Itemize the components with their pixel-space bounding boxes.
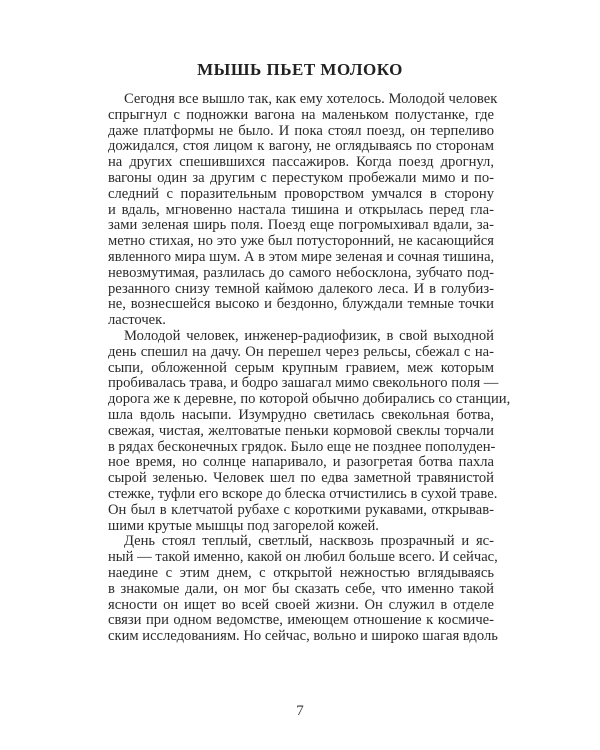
- text-line: дорога же к деревне, по которой обычно добирались со станции,: [108, 391, 511, 408]
- text-line: пробивалась трава, и бодро зашагал мимо свекольного поля —: [108, 375, 499, 392]
- text-line: наедине с этим днем, с открытой нежностью вглядываясь: [108, 564, 494, 581]
- text-line: ное время, но солнце напаривало, и разогретая ботва пахла: [108, 454, 494, 471]
- text-line: Он был в клетчатой рубахе с короткими рукавами, открывав-: [108, 501, 494, 518]
- body-text: [108, 91, 511, 645]
- text-line: даже платформы не было. И пока стоял поезд, он терпеливо: [108, 122, 494, 139]
- text-line: сыпи, обложенной серым крупным гравием, меж которым: [108, 359, 494, 376]
- paragraph: [108, 91, 498, 329]
- page-number: 7: [296, 703, 304, 719]
- text-line: метно стихая, но это уже был потусторонний, не касающийся: [108, 233, 494, 250]
- text-line: ским исследованиям. Но сейчас, вольно и широко шагая вдоль: [108, 628, 498, 645]
- text-line: шла вдоль насыпи. Изумрудно светилась свекольная ботва,: [108, 406, 494, 423]
- text-line: Молодой человек, инженер-радиофизик, в свой выходной: [124, 327, 494, 344]
- text-line: День стоял теплый, светлый, насквозь прозрачный и яс-: [124, 533, 494, 550]
- text-line: явленного мира шум. А в этом мире зеленая и сочная тишина,: [108, 248, 495, 265]
- text-line: невозмутимая, разлилась до самого небосклона, зубчато под-: [108, 264, 494, 281]
- text-line: не, вознесшейся высоко и бездонно, блуждали темные точки: [108, 296, 494, 313]
- text-line: ласточек.: [108, 312, 166, 329]
- text-line: и вдаль, мгновенно настала тишина и открылась перед гла-: [108, 201, 494, 218]
- text-line: связи при одном ведомстве, имеющем отношение к космиче-: [108, 612, 494, 629]
- paragraph: [108, 533, 498, 645]
- text-line: в знакомые дали, он мог бы сказать себе, что именно такой: [108, 580, 494, 597]
- chapter-title: МЫШЬ ПЬЕТ МОЛОКО: [197, 60, 403, 79]
- text-line: стежке, туфли его вскоре до блеска отчистились в сухой траве.: [108, 485, 498, 502]
- text-line: дожидался, стоя лицом к вагону, не оглядываясь по сторонам: [108, 138, 494, 155]
- text-line: ясности он ищет во всей своей жизни. Он служил в отделе: [108, 596, 494, 613]
- text-line: резанного снизу темной каймою далекого леса. И в голубиз-: [108, 280, 494, 297]
- paragraph: [108, 327, 511, 534]
- text-line: ный — такой именно, какой он любил больше всего. И сейчас,: [108, 549, 498, 566]
- text-line: сырой зеленью. Человек шел по едва заметной травянистой: [108, 470, 494, 487]
- text-line: вагоны один за другим с перестуком пробежали мимо и по-: [108, 169, 494, 186]
- text-line: следний с поразительным проворством умчался в сторону: [108, 185, 494, 202]
- text-line: на других спешившихся пассажиров. Когда поезд дрогнул,: [108, 154, 494, 171]
- text-line: день спешил на дачу. Он перешел через рельсы, сбежал с на-: [108, 343, 494, 360]
- text-line: спрыгнул с подножки вагона на маленьком полустанке, где: [108, 106, 494, 123]
- text-line: в рядах бесконечных грядок. Было еще не позднее пополуден-: [108, 438, 496, 455]
- text-line: Сегодня все вышло так, как ему хотелось. Молодой человек: [124, 91, 498, 107]
- text-line: свежая, чистая, желтоватые пеньки кормовой свеклы торчали: [108, 422, 494, 439]
- text-line: шими крутые мышцы под загорелой кожей.: [108, 517, 379, 534]
- text-line: зами зеленая ширь поля. Поезд еще погромыхивал вдали, за-: [108, 217, 494, 234]
